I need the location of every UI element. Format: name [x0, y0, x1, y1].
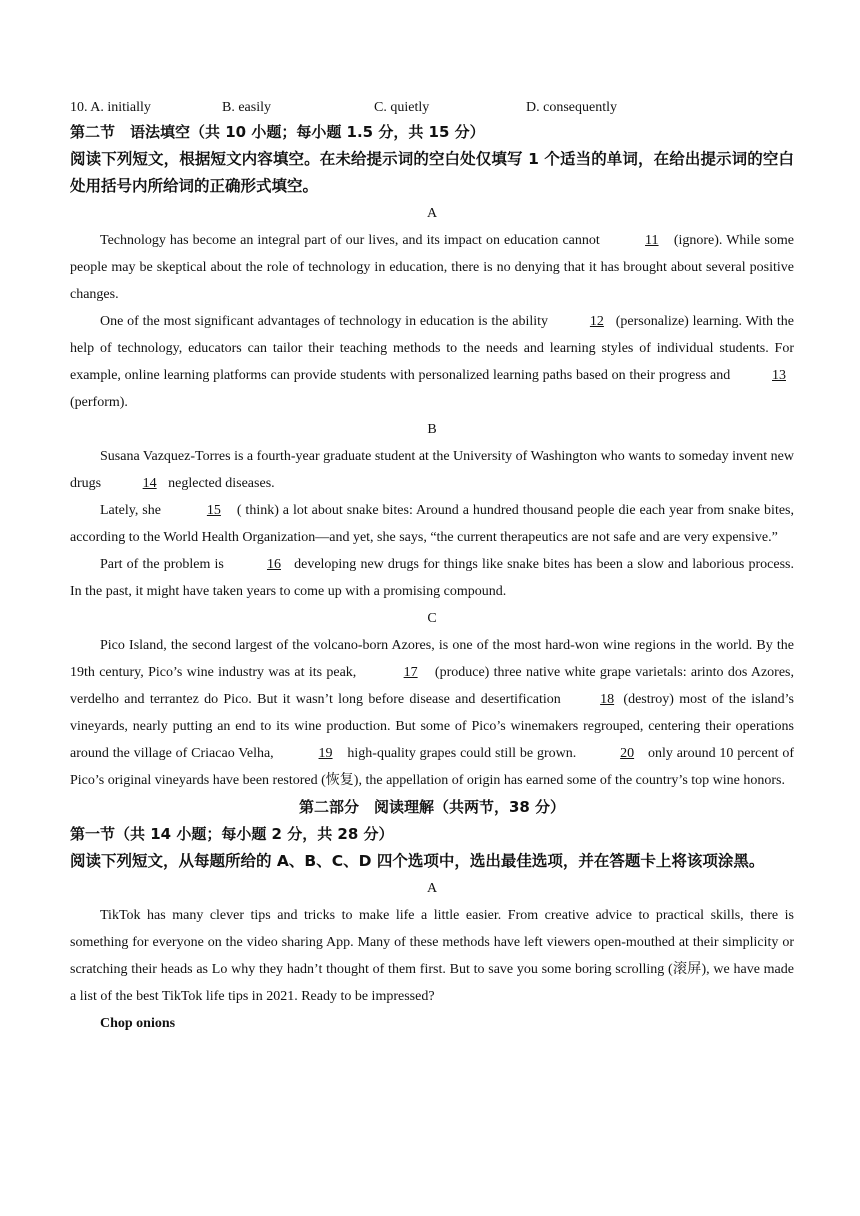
blank-13[interactable]: 13 — [772, 368, 786, 383]
question-10-options — [70, 97, 794, 119]
option-b: B. easily — [222, 100, 271, 115]
blank-17[interactable]: 17 — [403, 665, 418, 680]
reading-a-subheading: Chop onions — [100, 1016, 176, 1031]
passage-c-paragraph-1: Pico Island, the second largest of the volcano-born Azores, is one of the most hard-won wine regions in the world. By the 19th century, Pico’s wine industry was at its peak, 17 (produce) three native white grape varietals: arinto dos Azores, verdelho and terrantez do Pico. But it wasn’t long before disease and desertification 18 (destroy) most of the island’s vineyards, nearly putting an end to its wine production. But some of Pico’s winemakers regrouped, centering their operations around the village of Criacao Velha, 19 high-quality grapes could still be grown. 20 only around 10 percent of Pico’s original vineyards have been restored (恢复), the appellation of origin has earned some of the country’s top wine honors. — [70, 638, 795, 788]
part2-heading: 第二部分 阅读理解（共两节，38 分） — [298, 798, 566, 816]
reading-a-paragraph-1: TikTok has many clever tips and tricks to make life a little easier. From creative advice to practical skills, there is something for everyone on the video sharing App. Many of these methods have left viewers open-mouthed at their simplicity or scratching their heads as Lo why they hadn’t thought of them first. But to save you some boring scrolling (滚屏), we have made a list of the best TikTok life tips in 2021. Ready to be impressed? — [70, 908, 794, 1004]
blank-20[interactable]: 20 — [620, 746, 635, 761]
page-content — [70, 97, 794, 1037]
option-c: C. quietly — [374, 100, 430, 115]
blank-19[interactable]: 19 — [318, 746, 333, 761]
passage-a-label: A — [426, 206, 438, 221]
option-a: 10. A. initially — [70, 100, 151, 115]
option-d: D. consequently — [526, 100, 617, 115]
blank-14[interactable]: 14 — [142, 476, 157, 491]
passage-b-paragraph-1: Susana Vazquez-Torres is a fourth-year graduate student at the University of Washington who wants to someday invent new drugs 14 neglected diseases. — [70, 443, 794, 497]
reading-a-label: A — [426, 881, 438, 896]
blank-16[interactable]: 16 — [266, 557, 281, 572]
passage-b-paragraph-3: Part of the problem is 16 developing new drugs for things like snake bites has been a slow and laborious process. In the past, it might have taken years to come up with a promising compound. — [70, 551, 794, 605]
blank-18[interactable]: 18 — [600, 692, 615, 707]
blank-11[interactable]: 11 — [645, 233, 659, 248]
part2-instruction: 阅读下列短文，从每题所给的 A、B、C、D 四个选项中，选出最佳选项，并在答题卡上将该项涂黑。 — [70, 852, 765, 870]
blank-15[interactable]: 15 — [206, 503, 221, 518]
blank-12[interactable]: 12 — [589, 314, 604, 329]
passage-b-label: B — [427, 422, 437, 437]
passage-b-paragraph-2: Lately, she 15 ( think) a lot about snake bites: Around a hundred thousand people die each year from snake bites, according to the World Health Organization—and yet, she says, “the current therapeutics are not safe and are very expensive.” — [70, 497, 794, 551]
section2-heading: 第二节 语法填空（共 10 小题；每小题 1.5 分，共 15 分） — [70, 123, 485, 141]
passage-a-paragraph-2: One of the most significant advantages of technology in education is the ability 12 (personalize) learning. With the help of technology, educators can tailor their teaching methods to the needs and learning styles of individual students. For example, online learning platforms can provide students with personalized learning paths based on their progress and 13 (perform). — [70, 308, 794, 416]
passage-c-label: C — [427, 611, 437, 626]
part2-section1-heading: 第一节（共 14 小题；每小题 2 分，共 28 分） — [70, 825, 394, 843]
passage-a-paragraph-1: Technology has become an integral part of our lives, and its impact on education cannot 11 (ignore). While some people may be skeptical about the role of technology in education, there is no denying that it has brought about several positive changes. — [70, 227, 794, 308]
section2-instruction: 阅读下列短文，根据短文内容填空。在未给提示词的空白处仅填写 1 个适当的单词，在给出提示词的空白处用括号内所给词的正确形式填空。 — [70, 150, 794, 195]
